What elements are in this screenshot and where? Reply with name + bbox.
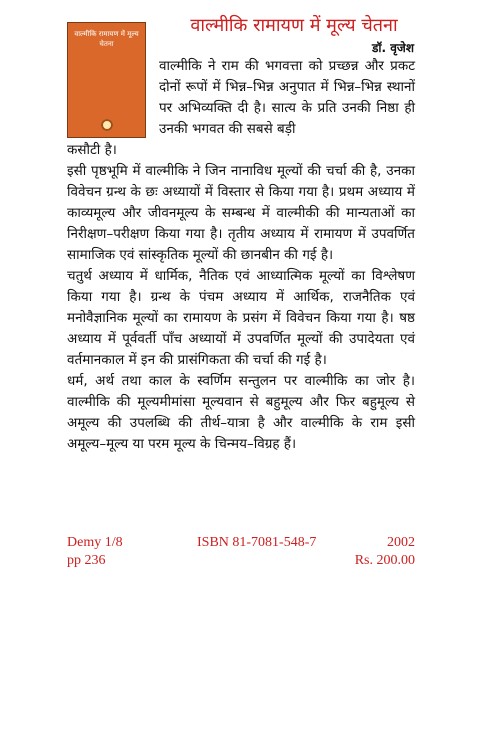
paragraph-conclusion: धर्म, अर्थ तथा काल के स्वर्णिम सन्तुलन पर वाल्मीकि का जोर है। वाल्मीकि की मूल्यमीमांसा मूल्यवान से बहुमूल्य और फिर बहुमूल्य से अमूल्य की उपलब्धि की तीर्थ–यात्रा है और वाल्मीकि के राम इसी अमूल्य–मूल्य या परम मूल्य के चिन्मय–विग्रह हैं। [67,373,415,452]
book-title: वाल्मीकि रामायण में मूल्य चेतना [190,15,398,36]
book-price: Rs. 200.00 [354,553,415,568]
book-isbn: ISBN 81-7081-548-7 [197,535,317,550]
publisher-emblem-icon [101,119,113,131]
page-count: pp 236 [67,553,106,568]
intro-paragraph-tail: कसौटी है। [67,142,117,158]
book-cover-image [67,22,146,138]
paragraph-chapters: चतुर्थ अध्याय में धार्मिक, नैतिक एवं आध्यात्मिक मूल्यों का विश्लेषण किया गया है। ग्रन्थ के पंचम अध्याय में आर्थिक, राजनैतिक एवं मनोवैज्ञानिक मूल्यों का रामायण के प्रसंग में विवेचन किया गया है। षष्ठ अध्याय में पूर्ववर्ती पाँच अध्यायों में उपवर्णित मूल्यों की उपादेयता एवं वर्तमानकाल में इन की प्रासंगिकता की चर्चा की गई है। [67,268,415,368]
intro-paragraph: वाल्मीकि ने राम की भगवत्ता को प्रच्छन्न और प्रकट दोनों रूपों में भिन्न–भिन्न अनुपात में भिन्न–भिन्न स्थानों पर अभिव्यक्ति दी है। सात्य के प्रति उनकी निष्ठा ही उनकी भगवत की सबसे बड़ी [159,58,415,137]
book-format: Demy 1/8 [67,535,123,550]
paragraph-context: इसी पृष्ठभूमि में वाल्मीकि ने जिन नानाविध मूल्यों की चर्चा की है, उनका विवेचन ग्रन्थ के छः अध्यायों में विस्तार से किया गया है। प्रथम अध्याय में काव्यमूल्य और जीवनमूल्य के सम्बन्ध में वाल्मीकी की मान्यताओं का निरीक्षण–परीक्षण किया गया है। तृतीय अध्याय में रामायण में उपवर्णित सामाजिक एवं सांस्कृतिक मूल्यों की छानबीन की गई है। [67,163,415,263]
book-author: डॉ. वृजेश [371,41,414,55]
cover-title: वाल्मीकि रामायण में मूल्य चेतना [74,30,139,48]
description-body [67,161,415,455]
publication-year: 2002 [387,535,415,550]
